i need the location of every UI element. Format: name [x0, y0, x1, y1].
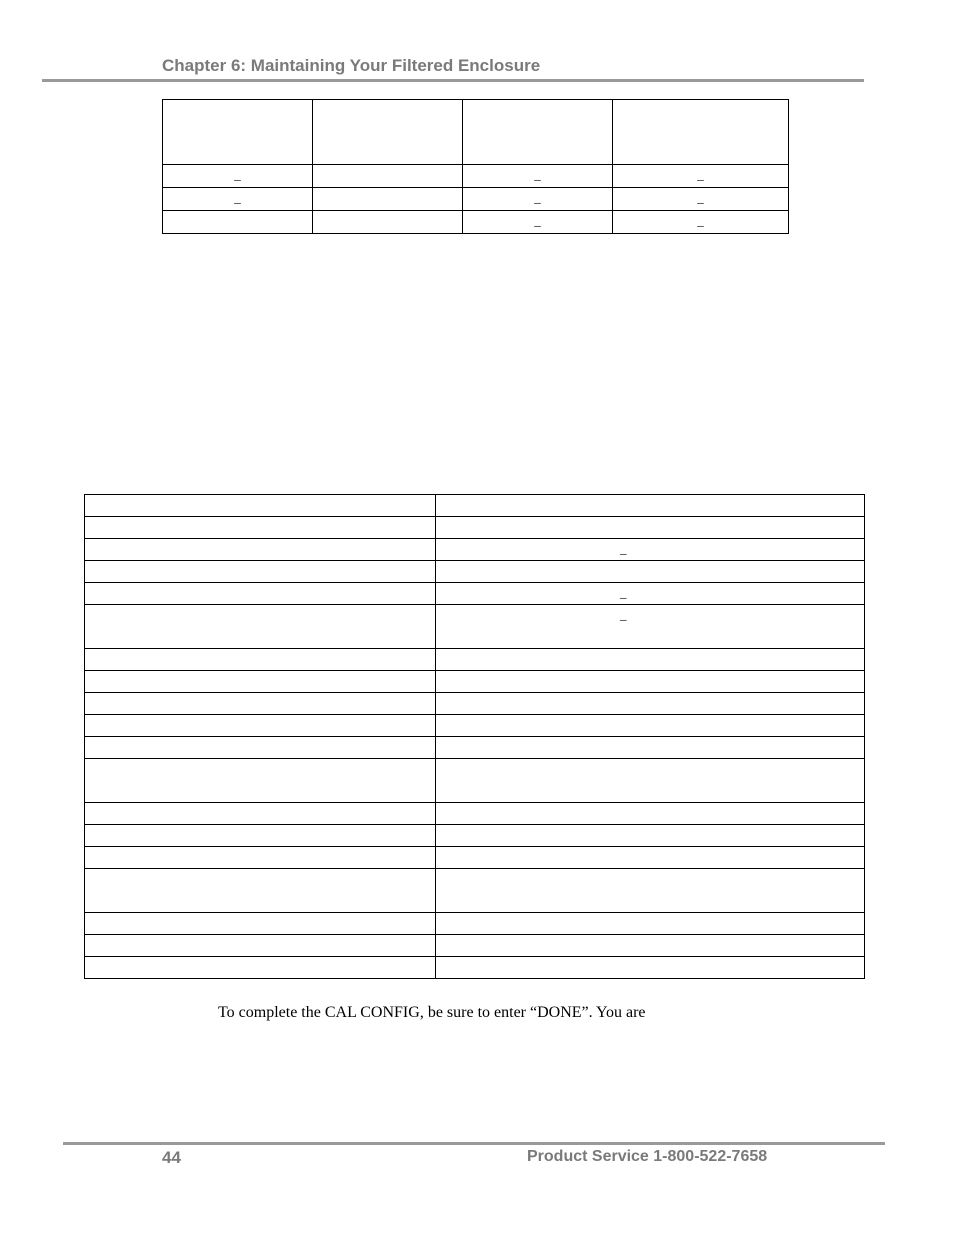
table-cell: [85, 671, 436, 693]
table-cell: [313, 211, 463, 234]
table-cell: _: [463, 211, 613, 234]
table-cell: [85, 957, 436, 979]
table-cell: [85, 561, 436, 583]
table-cell: _: [613, 188, 789, 211]
table-row: [85, 715, 865, 737]
table-cell: [313, 188, 463, 211]
product-service-phone: Product Service 1-800-522-7658: [527, 1148, 768, 1165]
table-cell: [436, 561, 865, 583]
table-cell: _: [613, 165, 789, 188]
table-row: [85, 649, 865, 671]
table-cell: [85, 913, 436, 935]
table-cell: [436, 715, 865, 737]
table-cell: _: [163, 188, 313, 211]
body-paragraph: To complete the CAL CONFIG, be sure to enter “DONE”. You are: [218, 1004, 646, 1021]
table-row: [85, 803, 865, 825]
table-row: [85, 561, 865, 583]
table-row: [85, 517, 865, 539]
header-rule: [42, 79, 864, 82]
table-cell: [436, 649, 865, 671]
table-cell: [85, 517, 436, 539]
table-cell: _: [463, 188, 613, 211]
table-row: [85, 737, 865, 759]
table-cell: [85, 759, 436, 803]
table-row: [85, 671, 865, 693]
table-cell: [85, 935, 436, 957]
table-cell: [436, 671, 865, 693]
table-cell: [436, 935, 865, 957]
table-cell: [85, 869, 436, 913]
table-row: [85, 583, 865, 605]
table-cell: _: [436, 539, 865, 561]
table-cell: [436, 495, 865, 517]
table-cell: [436, 693, 865, 715]
spec-table: [162, 99, 789, 234]
table-cell: [436, 869, 865, 913]
table-cell: [85, 825, 436, 847]
table-row: [85, 539, 865, 561]
table-cell: _: [163, 165, 313, 188]
table-cell: [85, 583, 436, 605]
table-cell: [436, 825, 865, 847]
table-row: [85, 869, 865, 913]
table-row: [85, 935, 865, 957]
table-cell: [163, 211, 313, 234]
table-row: [85, 913, 865, 935]
table-cell: [436, 957, 865, 979]
footer-rule: [63, 1142, 885, 1145]
table-cell: [85, 495, 436, 517]
table-cell: [436, 913, 865, 935]
table-cell: [85, 847, 436, 869]
table-cell: [85, 693, 436, 715]
cal-config-table: [84, 494, 865, 979]
table-cell: _: [613, 211, 789, 234]
page-number: 44: [162, 1148, 181, 1167]
table-cell: [613, 100, 789, 165]
table-row: [85, 759, 865, 803]
table-cell: [436, 737, 865, 759]
table-cell: [313, 165, 463, 188]
table-row: [163, 165, 789, 188]
chapter-header: Chapter 6: Maintaining Your Filtered Enclosure: [162, 56, 541, 75]
table-row: [85, 847, 865, 869]
table-cell: [463, 100, 613, 165]
table-cell: [436, 759, 865, 803]
table-cell: [85, 539, 436, 561]
table-cell: [85, 803, 436, 825]
table-cell: [85, 715, 436, 737]
table-row: [85, 693, 865, 715]
table-cell: [436, 803, 865, 825]
table-cell: [85, 649, 436, 671]
table-row: [163, 188, 789, 211]
table-cell: _: [436, 583, 865, 605]
table-cell: [85, 737, 436, 759]
table-row: [85, 825, 865, 847]
table-header-row: [163, 100, 789, 165]
table-cell: [436, 517, 865, 539]
table-cell: [436, 847, 865, 869]
table-row: [163, 211, 789, 234]
table-cell: [163, 100, 313, 165]
table-row: [85, 605, 865, 649]
table-row: [85, 495, 865, 517]
table-row: [85, 957, 865, 979]
table-cell: _: [463, 165, 613, 188]
table-cell: [85, 605, 436, 649]
table-cell: _: [436, 605, 865, 649]
table-cell: [313, 100, 463, 165]
